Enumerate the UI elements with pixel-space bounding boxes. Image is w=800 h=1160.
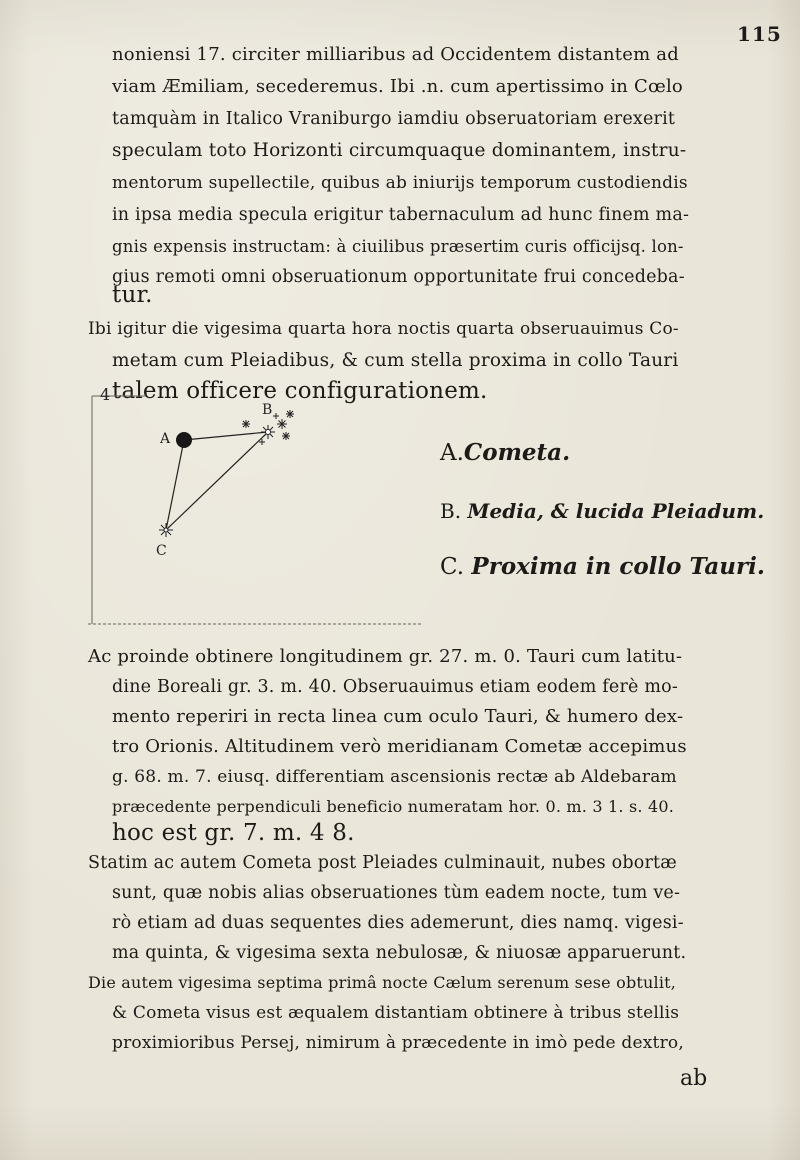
comet-a-mark bbox=[176, 432, 192, 448]
label-c: C bbox=[156, 543, 167, 559]
text-line: tamquàm in Italico Vraniburgo iamdiu obseruatoriam erexerit bbox=[112, 109, 676, 129]
corner-mark: 4 bbox=[100, 388, 111, 404]
legend-item-a bbox=[440, 440, 570, 466]
legend-letter: A. bbox=[440, 440, 464, 466]
legend-letter: B. bbox=[440, 499, 462, 523]
pleiades-star bbox=[286, 410, 294, 418]
legend-desc: Media, & lucida Pleiadum. bbox=[467, 499, 765, 523]
legend-item-c bbox=[440, 554, 765, 580]
label-b: B bbox=[262, 402, 273, 418]
legend-item-b bbox=[440, 498, 764, 524]
pleiades-diagram bbox=[86, 388, 436, 628]
text-line: talem officere configurationem. bbox=[112, 378, 488, 404]
pleiades-star bbox=[242, 420, 250, 428]
text-line: noniensi 17. circiter milliaribus ad Occidentem distantem ad bbox=[112, 44, 679, 65]
text-line: Die autem vigesima septima primâ nocte Cælum serenum sese obtulit, bbox=[88, 973, 677, 992]
diagram-svg bbox=[86, 388, 436, 628]
line-a-c bbox=[166, 440, 184, 530]
pleiades-star-b bbox=[261, 425, 275, 439]
legend-desc: Cometa. bbox=[463, 439, 571, 466]
text-line: Statim ac autem Cometa post Pleiades culminauit, nubes obortæ bbox=[88, 853, 677, 873]
text-line: gius remoti omni obseruationum opportunitate frui concedeba- bbox=[112, 267, 685, 287]
text-line: ma quinta, & vigesima sexta nebulosæ, & niuosæ apparuerunt. bbox=[112, 943, 687, 963]
star-c-mark bbox=[159, 523, 173, 537]
text-line: speculam toto Horizonti circumquaque dominantem, instru- bbox=[112, 140, 687, 161]
text-line: præcedente perpendiculi beneficio numeratam hor. 0. m. 3 1. s. 40. bbox=[112, 797, 675, 816]
page-number: 115 bbox=[737, 22, 782, 46]
pleiades-star bbox=[282, 432, 290, 440]
text-line: viam Æmiliam, secederemus. Ibi .n. cum apertissimo in Cœlo bbox=[112, 76, 683, 97]
text-line: hoc est gr. 7. m. 4 8. bbox=[112, 820, 355, 846]
text-line: rò etiam ad duas sequentes dies ademerunt, dies namq. vigesi- bbox=[112, 913, 684, 933]
text-line: dine Boreali gr. 3. m. 40. Obseruauimus etiam eodem ferè mo- bbox=[112, 677, 679, 697]
text-line: mento reperiri in recta linea cum oculo Tauri, & humero dex- bbox=[112, 706, 684, 727]
text-line: & Cometa visus est æqualem distantiam obtinere à tribus stellis bbox=[112, 1003, 680, 1023]
text-line: tro Orionis. Altitudinem verò meridianam Cometæ accepimus bbox=[112, 736, 687, 757]
text-line: sunt, quæ nobis alias obseruationes tùm eadem nocte, tum ve- bbox=[112, 883, 681, 903]
catchword: ab bbox=[680, 1066, 708, 1091]
label-a: A bbox=[160, 431, 171, 447]
pleiades-star bbox=[273, 413, 279, 419]
line-a-b bbox=[184, 432, 268, 440]
text-line: g. 68. m. 7. eiusq. differentiam ascensionis rectæ ab Aldebaram bbox=[112, 767, 677, 787]
text-line: proximioribus Persej, nimirum à præcedente in imò pede dextro, bbox=[112, 1033, 684, 1053]
text-line: Ac proinde obtinere longitudinem gr. 27. m. 0. Tauri cum latitu- bbox=[88, 646, 683, 667]
legend-desc: Proxima in collo Tauri. bbox=[471, 553, 765, 580]
text-line: tur. bbox=[112, 282, 153, 308]
legend-letter: C. bbox=[440, 554, 465, 580]
text-line: mentorum supellectile, quibus ab iniurijs temporum custodiendis bbox=[112, 173, 688, 193]
pleiades-star bbox=[277, 419, 287, 429]
text-line: in ipsa media specula erigitur tabernaculum ad hunc finem ma- bbox=[112, 205, 690, 225]
text-line: metam cum Pleiadibus, & cum stella proxima in collo Tauri bbox=[112, 350, 679, 371]
text-line: Ibi igitur die vigesima quarta hora noctis quarta obseruauimus Co- bbox=[88, 319, 679, 339]
text-line: gnis expensis instructam: à ciuilibus præsertim curis officijsq. lon- bbox=[112, 237, 684, 256]
